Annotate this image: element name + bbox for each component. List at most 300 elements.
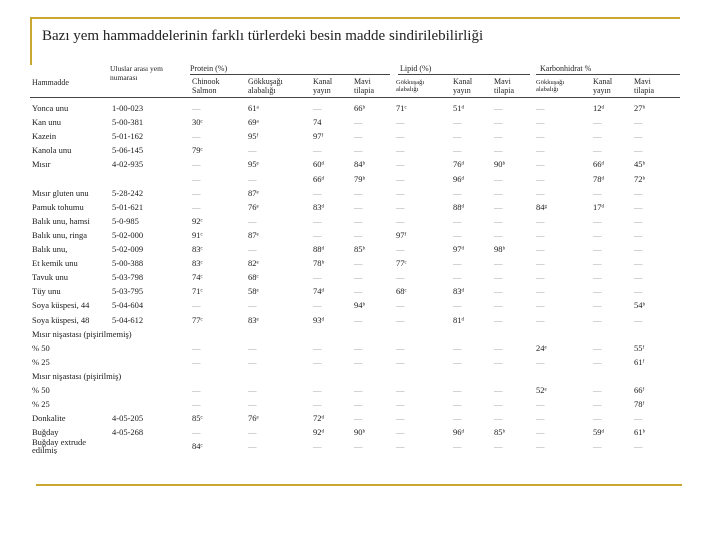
value-cell: — bbox=[536, 187, 545, 198]
value-cell: 74 bbox=[313, 117, 322, 128]
material-name: Mısır nişastası (pişirilmiş) bbox=[32, 370, 122, 381]
value-cell: 87ᵉ bbox=[248, 229, 259, 240]
value-cell: 71ᶜ bbox=[396, 103, 407, 113]
value-cell: 77ᶜ bbox=[192, 314, 203, 325]
value-cell: — bbox=[593, 272, 602, 283]
material-name: Yonca unu bbox=[32, 103, 69, 113]
value-cell: — bbox=[313, 229, 322, 240]
value-cell: — bbox=[354, 201, 363, 212]
carb-col-tilapia: Mavi tilapia bbox=[634, 77, 654, 95]
value-cell: — bbox=[494, 314, 503, 325]
protein-col-catfish: Kanal yayın bbox=[313, 77, 333, 95]
value-cell: — bbox=[536, 427, 545, 438]
value-cell: 94ᵇ bbox=[354, 300, 366, 311]
value-cell: — bbox=[593, 314, 602, 325]
value-cell: 24ᵉ bbox=[536, 342, 547, 353]
value-cell: — bbox=[536, 413, 545, 424]
value-cell: — bbox=[396, 173, 405, 184]
material-name: Kanola unu bbox=[32, 145, 72, 156]
feed-number: 5-03-795 bbox=[112, 286, 144, 297]
table-row bbox=[30, 327, 680, 341]
value-cell: — bbox=[396, 356, 405, 367]
value-cell: — bbox=[313, 300, 322, 311]
value-cell: — bbox=[593, 215, 602, 226]
value-cell: 90ᵇ bbox=[494, 159, 506, 170]
value-cell: 85ᵇ bbox=[494, 427, 506, 438]
value-cell: 78ᶠ bbox=[634, 399, 645, 410]
value-cell: 61ᵇ bbox=[634, 427, 646, 438]
value-cell: — bbox=[536, 103, 545, 113]
value-cell: — bbox=[593, 145, 602, 156]
value-cell: — bbox=[396, 413, 405, 424]
material-name: % 50 bbox=[32, 342, 50, 353]
value-cell: 68ᶜ bbox=[396, 286, 407, 297]
value-cell: 97ᵈ bbox=[453, 244, 465, 254]
value-cell: 79ᶜ bbox=[192, 145, 203, 156]
value-cell: — bbox=[248, 399, 257, 410]
value-cell: — bbox=[453, 399, 462, 410]
value-cell: — bbox=[396, 215, 405, 226]
value-cell: — bbox=[354, 356, 363, 367]
value-cell: 68ᶜ bbox=[248, 272, 259, 283]
value-cell: — bbox=[192, 427, 201, 438]
value-cell: 88ᵈ bbox=[313, 244, 325, 254]
value-cell: 66ᵈ bbox=[313, 173, 325, 184]
table-row bbox=[30, 369, 680, 383]
value-cell: — bbox=[453, 272, 462, 283]
value-cell: — bbox=[248, 342, 257, 353]
material-name: Mısır bbox=[32, 159, 51, 170]
value-cell: — bbox=[494, 441, 503, 452]
value-cell: — bbox=[354, 272, 363, 283]
value-cell: — bbox=[634, 272, 643, 283]
value-cell: — bbox=[536, 117, 545, 128]
value-cell: — bbox=[248, 300, 257, 311]
value-cell: — bbox=[453, 342, 462, 353]
value-cell: — bbox=[494, 145, 503, 156]
value-cell: 83ᶜ bbox=[192, 244, 203, 254]
value-cell: 87ᵉ bbox=[248, 187, 259, 198]
table-row bbox=[30, 284, 680, 298]
material-name: Tavuk unu bbox=[32, 272, 68, 283]
value-cell: 95ᶠ bbox=[248, 131, 259, 142]
material-name: Soya küspesi, 44 bbox=[32, 300, 90, 311]
value-cell: — bbox=[396, 272, 405, 283]
feed-number: 5-04-604 bbox=[112, 300, 144, 311]
value-cell: — bbox=[536, 131, 545, 142]
value-cell: — bbox=[453, 385, 462, 395]
value-cell: — bbox=[593, 187, 602, 198]
value-cell: — bbox=[192, 103, 201, 113]
value-cell: 96ᵈ bbox=[453, 427, 465, 438]
value-cell: — bbox=[494, 300, 503, 311]
lipid-group-header: Lipid (%) bbox=[400, 64, 432, 73]
lipid-col-catfish: Kanal yayın bbox=[453, 77, 473, 95]
material-name: Tüy unu bbox=[32, 286, 61, 297]
value-cell: — bbox=[248, 441, 257, 452]
table-row bbox=[30, 256, 680, 270]
value-cell: — bbox=[354, 314, 363, 325]
value-cell: — bbox=[313, 187, 322, 198]
value-cell: — bbox=[192, 342, 201, 353]
value-cell: — bbox=[634, 145, 643, 156]
value-cell: — bbox=[536, 286, 545, 297]
material-name: Buğday bbox=[32, 427, 59, 438]
value-cell: — bbox=[396, 187, 405, 198]
feed-number: 4-05-268 bbox=[112, 427, 144, 438]
value-cell: 77ᶜ bbox=[396, 258, 407, 269]
frame-bottom-line bbox=[36, 484, 682, 486]
value-cell: — bbox=[634, 187, 643, 198]
value-cell: 92ᶜ bbox=[192, 215, 203, 226]
value-cell: — bbox=[453, 300, 462, 311]
feed-number: 5-28-242 bbox=[112, 187, 144, 198]
value-cell: — bbox=[634, 215, 643, 226]
feed-number: 5-04-612 bbox=[112, 314, 144, 325]
value-cell: — bbox=[192, 173, 201, 184]
value-cell: 78ʰ bbox=[313, 258, 325, 269]
table-row bbox=[30, 115, 680, 129]
value-cell: 76ᵈ bbox=[453, 159, 465, 170]
table-row bbox=[30, 101, 680, 115]
value-cell: 96ᵈ bbox=[453, 173, 465, 184]
value-cell: — bbox=[494, 342, 503, 353]
lipid-col-trout: Gökkuşağı alabalığı bbox=[396, 79, 425, 93]
value-cell: — bbox=[354, 399, 363, 410]
material-name: Balık unu, ringa bbox=[32, 229, 88, 240]
feed-number: 1-00-023 bbox=[112, 103, 144, 113]
value-cell: — bbox=[453, 215, 462, 226]
value-cell: 61ᵃ bbox=[248, 103, 259, 113]
value-cell: 78ᵈ bbox=[593, 173, 605, 184]
value-cell: — bbox=[593, 117, 602, 128]
value-cell: — bbox=[248, 173, 257, 184]
value-cell: — bbox=[536, 399, 545, 410]
value-cell: 83ᵈ bbox=[313, 201, 325, 212]
value-cell: — bbox=[354, 441, 363, 452]
value-cell: — bbox=[453, 145, 462, 156]
material-name: Kan unu bbox=[32, 117, 62, 128]
material-name: % 50 bbox=[32, 385, 50, 395]
value-cell: — bbox=[248, 356, 257, 367]
value-cell: — bbox=[453, 258, 462, 269]
value-cell: — bbox=[634, 314, 643, 325]
value-cell: — bbox=[536, 314, 545, 325]
feed-number: 5-06-145 bbox=[112, 145, 144, 156]
value-cell: — bbox=[536, 272, 545, 283]
material-name: Balık unu, hamsi bbox=[32, 215, 90, 226]
value-cell: 59ᵈ bbox=[593, 427, 605, 438]
value-cell: — bbox=[536, 244, 545, 254]
value-cell: — bbox=[354, 229, 363, 240]
value-cell: — bbox=[354, 258, 363, 269]
value-cell: — bbox=[494, 131, 503, 142]
protein-col-trout: Gökkuşağı alabalığı bbox=[248, 77, 283, 95]
value-cell: — bbox=[536, 356, 545, 367]
frame-top-line bbox=[30, 17, 680, 19]
value-cell: 76ᵉ bbox=[248, 413, 259, 424]
value-cell: 82ᵉ bbox=[248, 258, 259, 269]
value-cell: — bbox=[354, 145, 363, 156]
value-cell: — bbox=[248, 145, 257, 156]
value-cell: — bbox=[536, 300, 545, 311]
table-row bbox=[30, 214, 680, 228]
value-cell: — bbox=[192, 385, 201, 395]
table-row bbox=[30, 341, 680, 355]
feed-number: 5-00-388 bbox=[112, 258, 144, 269]
feed-number: 5-03-798 bbox=[112, 272, 144, 283]
value-cell: 83ᵉ bbox=[248, 314, 259, 325]
value-cell: — bbox=[536, 159, 545, 170]
value-cell: 91ᶜ bbox=[192, 229, 203, 240]
table-row bbox=[30, 270, 680, 284]
carb-col-trout: Gökkuşağı alabalığı bbox=[536, 79, 565, 93]
value-cell: — bbox=[494, 173, 503, 184]
value-cell: 97ᶠ bbox=[313, 131, 324, 142]
feed-number: 5-02-000 bbox=[112, 229, 144, 240]
value-cell: — bbox=[494, 413, 503, 424]
value-cell: — bbox=[396, 300, 405, 311]
table-row bbox=[30, 172, 680, 186]
value-cell: — bbox=[593, 413, 602, 424]
value-cell: — bbox=[453, 117, 462, 128]
value-cell: 72ᵈ bbox=[313, 413, 325, 424]
value-cell: — bbox=[536, 173, 545, 184]
value-cell: 17ᵈ bbox=[593, 201, 605, 212]
value-cell: — bbox=[396, 117, 405, 128]
material-column-header: Hammadde bbox=[32, 78, 69, 87]
feed-number: 5-0-985 bbox=[112, 215, 139, 226]
value-cell: 61ᶠ bbox=[634, 356, 645, 367]
header-rule bbox=[30, 97, 680, 98]
feed-number: 4-05-205 bbox=[112, 413, 144, 424]
carb-group-rule bbox=[536, 74, 680, 75]
value-cell: — bbox=[494, 187, 503, 198]
value-cell: — bbox=[593, 286, 602, 297]
value-cell: — bbox=[634, 229, 643, 240]
value-cell: 95ᵉ bbox=[248, 159, 259, 170]
value-cell: — bbox=[634, 441, 643, 452]
value-cell: — bbox=[396, 314, 405, 325]
value-cell: 79ᵇ bbox=[354, 173, 366, 184]
table-row bbox=[30, 411, 680, 425]
value-cell: — bbox=[192, 187, 201, 198]
protein-group-header: Protein (%) bbox=[190, 64, 228, 73]
value-cell: — bbox=[313, 399, 322, 410]
value-cell: — bbox=[248, 385, 257, 395]
value-cell: 30ᶜ bbox=[192, 117, 203, 128]
table-row bbox=[30, 355, 680, 369]
table-row bbox=[30, 383, 680, 397]
value-cell: — bbox=[494, 385, 503, 395]
value-cell: — bbox=[593, 229, 602, 240]
material-name: Et kemik unu bbox=[32, 258, 78, 269]
value-cell: 55ᶠ bbox=[634, 342, 645, 353]
material-name: % 25 bbox=[32, 399, 50, 410]
value-cell: — bbox=[313, 145, 322, 156]
value-cell: — bbox=[354, 215, 363, 226]
value-cell: — bbox=[313, 356, 322, 367]
value-cell: — bbox=[313, 215, 322, 226]
value-cell: — bbox=[192, 201, 201, 212]
value-cell: — bbox=[494, 201, 503, 212]
value-cell: — bbox=[593, 131, 602, 142]
value-cell: — bbox=[248, 215, 257, 226]
value-cell: — bbox=[634, 117, 643, 128]
value-cell: 51ᵈ bbox=[453, 103, 465, 113]
carb-col-catfish: Kanal yayın bbox=[593, 77, 613, 95]
value-cell: 58ᵉ bbox=[248, 286, 259, 297]
value-cell: — bbox=[536, 229, 545, 240]
table-row bbox=[30, 439, 680, 453]
value-cell: — bbox=[494, 272, 503, 283]
material-name: Mısır gluten unu bbox=[32, 187, 89, 198]
value-cell: — bbox=[634, 258, 643, 269]
value-cell: — bbox=[634, 131, 643, 142]
value-cell: — bbox=[354, 385, 363, 395]
value-cell: 54ᵇ bbox=[634, 300, 646, 311]
value-cell: — bbox=[354, 413, 363, 424]
value-cell: — bbox=[494, 258, 503, 269]
value-cell: — bbox=[634, 244, 643, 254]
value-cell: 84ᵇ bbox=[354, 159, 366, 170]
intl-number-header: Uluslar arası yem numarası bbox=[110, 64, 163, 82]
material-name: % 25 bbox=[32, 356, 50, 367]
value-cell: 72ᵇ bbox=[634, 173, 646, 184]
value-cell: — bbox=[453, 413, 462, 424]
value-cell: — bbox=[354, 187, 363, 198]
value-cell: — bbox=[494, 399, 503, 410]
value-cell: — bbox=[396, 131, 405, 142]
material-name: Mısır nişastası (pişirilmemiş) bbox=[32, 328, 132, 339]
value-cell: — bbox=[313, 103, 322, 113]
value-cell: — bbox=[494, 286, 503, 297]
value-cell: 74ᶜ bbox=[192, 272, 203, 283]
value-cell: 83ᶜ bbox=[192, 258, 203, 269]
value-cell: — bbox=[354, 342, 363, 353]
value-cell: — bbox=[192, 131, 201, 142]
value-cell: — bbox=[396, 441, 405, 452]
table-row bbox=[30, 298, 680, 312]
value-cell: — bbox=[453, 229, 462, 240]
value-cell: — bbox=[634, 286, 643, 297]
value-cell: 92ᵈ bbox=[313, 427, 325, 438]
value-cell: — bbox=[593, 399, 602, 410]
material-name: Buğday extrude edilmiş bbox=[32, 438, 87, 455]
digestibility-table bbox=[30, 62, 680, 464]
carb-group-header: Karbonhidrat % bbox=[540, 64, 592, 73]
protein-group-rule bbox=[190, 74, 390, 75]
material-name: Soya küspesi, 48 bbox=[32, 314, 90, 325]
value-cell: 74ᵈ bbox=[313, 286, 325, 297]
value-cell: — bbox=[593, 300, 602, 311]
value-cell: — bbox=[453, 187, 462, 198]
value-cell: — bbox=[593, 356, 602, 367]
feed-number: 5-00-381 bbox=[112, 117, 144, 128]
value-cell: — bbox=[396, 385, 405, 395]
table-row bbox=[30, 143, 680, 157]
feed-number: 5-01-162 bbox=[112, 131, 144, 142]
value-cell: 97ᶠ bbox=[396, 229, 407, 240]
value-cell: — bbox=[494, 103, 503, 113]
value-cell: 71ᶜ bbox=[192, 286, 203, 297]
table-row bbox=[30, 313, 680, 327]
value-cell: — bbox=[396, 201, 405, 212]
value-cell: 12ᵈ bbox=[593, 103, 605, 113]
value-cell: — bbox=[396, 427, 405, 438]
table-row bbox=[30, 186, 680, 200]
feed-number: 5-01-621 bbox=[112, 201, 144, 212]
value-cell: — bbox=[593, 258, 602, 269]
value-cell: — bbox=[536, 441, 545, 452]
value-cell: — bbox=[494, 229, 503, 240]
value-cell: 84ᶜ bbox=[192, 441, 203, 452]
value-cell: — bbox=[453, 356, 462, 367]
value-cell: — bbox=[536, 215, 545, 226]
protein-col-chinook: Chinook Salmon bbox=[192, 77, 220, 95]
value-cell: — bbox=[354, 131, 363, 142]
table-row bbox=[30, 129, 680, 143]
value-cell: — bbox=[494, 117, 503, 128]
value-cell: — bbox=[494, 215, 503, 226]
value-cell: — bbox=[453, 131, 462, 142]
feed-number: 4-02-935 bbox=[112, 159, 144, 170]
value-cell: — bbox=[536, 258, 545, 269]
table-row bbox=[30, 242, 680, 256]
value-cell: — bbox=[396, 244, 405, 254]
value-cell: 60ᵈ bbox=[313, 159, 325, 170]
value-cell: — bbox=[248, 244, 257, 254]
value-cell: 66ᶠ bbox=[634, 385, 645, 395]
value-cell: — bbox=[354, 117, 363, 128]
table-row bbox=[30, 157, 680, 171]
value-cell: 85ᵇ bbox=[354, 244, 366, 254]
table-row bbox=[30, 425, 680, 439]
value-cell: — bbox=[354, 286, 363, 297]
protein-col-tilapia: Mavi tilapia bbox=[354, 77, 374, 95]
value-cell: 66ᵈ bbox=[593, 159, 605, 170]
value-cell: 83ᵈ bbox=[453, 286, 465, 297]
value-cell: — bbox=[593, 385, 602, 395]
table-row bbox=[30, 397, 680, 411]
value-cell: — bbox=[396, 399, 405, 410]
table-row bbox=[30, 200, 680, 214]
material-name: Donkalite bbox=[32, 413, 66, 424]
value-cell: — bbox=[396, 159, 405, 170]
value-cell: — bbox=[593, 342, 602, 353]
table-row bbox=[30, 228, 680, 242]
slide-title: Bazı yem hammaddelerinin farklı türlerdeki besin madde sindirilebilirliği bbox=[42, 28, 484, 44]
value-cell: 27ᵇ bbox=[634, 103, 646, 113]
value-cell: — bbox=[192, 399, 201, 410]
value-cell: 76ᵉ bbox=[248, 201, 259, 212]
lipid-col-tilapia: Mavi tilapia bbox=[494, 77, 514, 95]
feed-number: 5-02-009 bbox=[112, 244, 144, 254]
value-cell: — bbox=[313, 385, 322, 395]
material-name: Kazein bbox=[32, 131, 57, 142]
value-cell: — bbox=[313, 441, 322, 452]
value-cell: — bbox=[593, 441, 602, 452]
value-cell: 90ᵇ bbox=[354, 427, 366, 438]
value-cell: — bbox=[313, 272, 322, 283]
value-cell: 81ᵈ bbox=[453, 314, 465, 325]
value-cell: 85ᶜ bbox=[192, 413, 203, 424]
value-cell: — bbox=[634, 201, 643, 212]
value-cell: — bbox=[536, 145, 545, 156]
value-cell: — bbox=[396, 145, 405, 156]
value-cell: 93ᵈ bbox=[313, 314, 325, 325]
value-cell: — bbox=[192, 300, 201, 311]
